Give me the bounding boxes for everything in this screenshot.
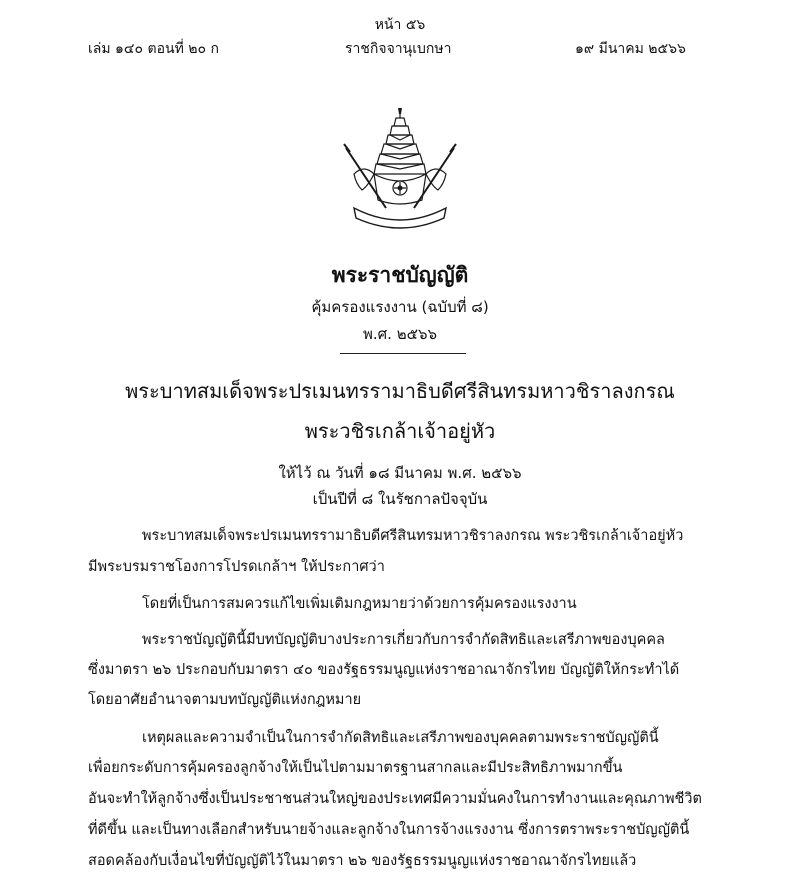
emblem-container [0,108,800,234]
given-date: ให้ไว้ ณ วันที่ ๑๘ มีนาคม พ.ศ. ๒๕๖๖ [278,464,522,482]
king-name-line2: พระวชิรเกล้าเจ้าอยู่หัว [304,419,496,443]
paragraph-4-line-1: เหตุผลและความจำเป็นในการจำกัดสิทธิและเสรีภาพของบุคคลตามพระราชบัญญัตินี้ [142,730,659,746]
paragraph-4-line-3: อันจะทำให้ลูกจ้างซึ่งเป็นประชาชนส่วนใหญ่ของประเทศมีความมั่นคงในการทำงานและคุณภาพชีวิต [88,791,702,807]
paragraph-3-line-1: พระราชบัญญัตินี้มีบทบัญญัติบางประการเกี่ยวกับการจำกัดสิทธิและเสรีภาพของบุคคล [142,632,665,648]
act-title: พระราชบัญญัติ [331,263,469,287]
reign-year: เป็นปีที่ ๘ ในรัชกาลปัจจุบัน [312,490,488,508]
gazette-date: ๑๙ มีนาคม ๒๕๖๖ [575,41,686,57]
gazette-name: ราชกิจจานุเบกษา [345,41,452,57]
royal-emblem-icon [340,108,460,230]
paragraph-4-line-4: ที่ดีขึ้น และเป็นทางเลือกสำหรับนายจ้างและลูกจ้างในการจ้างแรงงาน ซึ่งการตราพระราชบัญญัตินี้ [88,822,690,838]
volume-issue: เล่ม ๑๔๐ ตอนที่ ๒๐ ก [88,41,219,57]
paragraph-3-line-2: ซึ่งมาตรา ๒๖ ประกอบกับมาตรา ๔๐ ของรัฐธรรมนูญแห่งราชอาณาจักรไทย บัญญัติให้กระทำได้ [88,662,680,678]
king-name-line1: พระบาทสมเด็จพระปรเมนทรรามาธิบดีศรีสินทรมหาวชิราลงกรณ [125,379,675,403]
page-number: หน้า ๕๖ [374,17,426,33]
title-divider [340,353,466,354]
paragraph-1-line-2: มีพระบรมราชโองการโปรดเกล้าฯ ให้ประกาศว่า [88,559,385,575]
act-subtitle: คุ้มครองแรงงาน (ฉบับที่ ๘) [311,298,489,316]
paragraph-3-line-3: โดยอาศัยอำนาจตามบทบัญญัติแห่งกฎหมาย [88,692,362,708]
act-year: พ.ศ. ๒๕๖๖ [363,325,437,343]
paragraph-1-line-1: พระบาทสมเด็จพระปรเมนทรรามาธิบดีศรีสินทรมหาวชิราลงกรณ พระวชิรเกล้าเจ้าอยู่หัว [142,528,684,544]
paragraph-4-line-2: เพื่อยกระดับการคุ้มครองลูกจ้างให้เป็นไปตามมาตรฐานสากลและมีประสิทธิภาพมากขึ้น [88,760,623,776]
paragraph-4-line-5: สอดคล้องกับเงื่อนไขที่บัญญัติไว้ในมาตรา ๒๖ ของรัฐธรรมนูญแห่งราชอาณาจักรไทยแล้ว [88,853,637,869]
paragraph-2-line-1: โดยที่เป็นการสมควรแก้ไขเพิ่มเติมกฎหมายว่าด้วยการคุ้มครองแรงงาน [142,596,577,612]
